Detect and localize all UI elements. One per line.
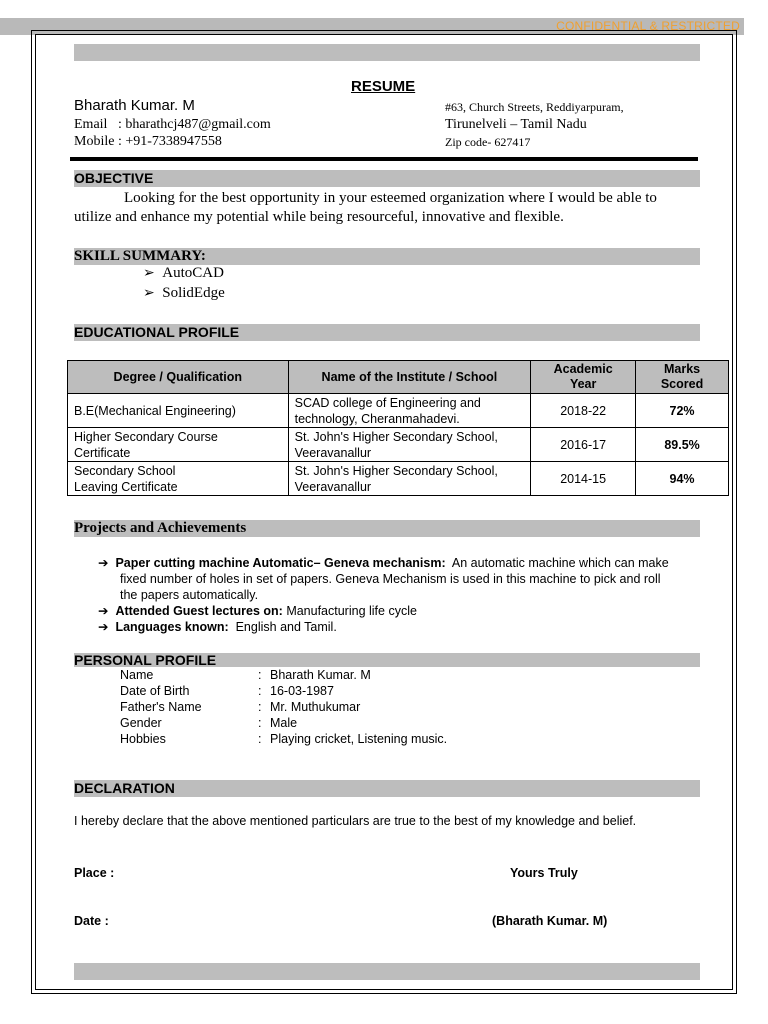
marks-cell: 94% bbox=[636, 462, 729, 496]
list-item: Hobbies : Playing cricket, Listening music. bbox=[120, 732, 448, 746]
header-divider bbox=[70, 157, 698, 161]
place-label: Place : bbox=[74, 866, 115, 880]
personal-profile-heading: PERSONAL PROFILE bbox=[74, 653, 700, 667]
degree-cell: Higher Secondary Course Certificate bbox=[68, 428, 289, 462]
arrow-right-icon: ➔ bbox=[98, 604, 109, 618]
mobile-value: : +91-7338947558 bbox=[117, 134, 222, 149]
skill-summary-heading: SKILL SUMMARY: bbox=[74, 248, 700, 265]
confidential-label: CONFIDENTIAL & RESTRICTED bbox=[556, 19, 740, 33]
personal-profile-list bbox=[120, 667, 520, 747]
institute-cell: St. John's Higher Secondary School, Veeravanallur bbox=[288, 462, 531, 496]
footer-bar bbox=[74, 963, 700, 980]
projects-heading: Projects and Achievements bbox=[74, 520, 700, 537]
date-label: Date : bbox=[74, 914, 109, 928]
mobile-line bbox=[74, 134, 222, 150]
arrow-bullet-icon: ➢ bbox=[143, 286, 155, 301]
year-cell: 2014-15 bbox=[531, 462, 636, 496]
arrow-right-icon: ➔ bbox=[98, 620, 109, 634]
table-row bbox=[68, 428, 729, 462]
address-line-2: Tirunelveli – Tamil Nadu bbox=[445, 117, 587, 132]
institute-cell: SCAD college of Engineering and technology, Cheranmahadevi. bbox=[288, 394, 531, 428]
email-line bbox=[74, 117, 271, 133]
educational-profile-heading: EDUCATIONAL PROFILE bbox=[74, 324, 700, 341]
list-item: Father's Name : Mr. Muthukumar bbox=[120, 700, 361, 714]
objective-line-1: Looking for the best opportunity in your esteemed organization where I would be able to bbox=[124, 190, 657, 206]
project-item: ➔ Attended Guest lectures on: Manufacturing life cycle bbox=[98, 604, 417, 618]
address-line-3: Zip code- 627417 bbox=[445, 135, 531, 149]
project-item-line-2: fixed number of holes in set of papers. Geneva Mechanism is used in this machine to pick and roll bbox=[120, 572, 661, 586]
list-item: Name : Bharath Kumar. M bbox=[120, 668, 371, 682]
objective-heading: OBJECTIVE bbox=[74, 170, 700, 187]
address-line-1: #63, Church Streets, Reddiyarpuram, bbox=[445, 100, 624, 114]
header-bar bbox=[74, 44, 700, 61]
signature-name: (Bharath Kumar. M) bbox=[492, 914, 608, 928]
resume-title: RESUME bbox=[351, 78, 416, 95]
education-table bbox=[67, 360, 729, 496]
arrow-right-icon: ➔ bbox=[98, 556, 109, 570]
declaration-text: I hereby declare that the above mentioned particulars are true to the best of my knowledge and belief. bbox=[74, 814, 637, 828]
email-value: : bharathcj487@gmail.com bbox=[117, 117, 271, 132]
yours-truly: Yours Truly bbox=[510, 866, 578, 880]
arrow-bullet-icon: ➢ bbox=[143, 266, 155, 281]
table-row bbox=[68, 462, 729, 496]
column-header-institute: Name of the Institute / School bbox=[288, 361, 531, 394]
marks-cell: 72% bbox=[636, 394, 729, 428]
year-cell: 2016-17 bbox=[531, 428, 636, 462]
skill-item bbox=[143, 265, 224, 282]
skill-label: SolidEdge bbox=[162, 285, 225, 301]
mobile-label: Mobile bbox=[74, 134, 115, 149]
email-label: Email bbox=[74, 117, 108, 132]
marks-cell: 89.5% bbox=[636, 428, 729, 462]
column-header-academic-year: Academic Year bbox=[531, 361, 636, 394]
list-item: Gender : Male bbox=[120, 716, 298, 730]
degree-cell: Secondary School Leaving Certificate bbox=[68, 462, 289, 496]
year-cell: 2018-22 bbox=[531, 394, 636, 428]
candidate-name: Bharath Kumar. M bbox=[74, 97, 195, 114]
skill-label: AutoCAD bbox=[162, 265, 224, 281]
objective-line-2: utilize and enhance my potential while being resourceful, innovative and flexible. bbox=[74, 209, 564, 225]
skill-item bbox=[143, 285, 225, 302]
project-item-line-3: the papers automatically. bbox=[120, 588, 259, 602]
project-item: ➔ Paper cutting machine Automatic– Geneva mechanism: An automatic machine which can make bbox=[98, 556, 669, 570]
column-header-marks: Marks Scored bbox=[636, 361, 729, 394]
institute-cell: St. John's Higher Secondary School, Veeravanallur bbox=[288, 428, 531, 462]
list-item: Date of Birth : 16-03-1987 bbox=[120, 684, 334, 698]
table-row bbox=[68, 394, 729, 428]
table-header-row bbox=[68, 361, 729, 394]
column-header-degree: Degree / Qualification bbox=[68, 361, 289, 394]
project-item: ➔ Languages known: English and Tamil. bbox=[98, 620, 337, 634]
degree-cell: B.E(Mechanical Engineering) bbox=[68, 394, 289, 428]
declaration-heading: DECLARATION bbox=[74, 780, 700, 797]
